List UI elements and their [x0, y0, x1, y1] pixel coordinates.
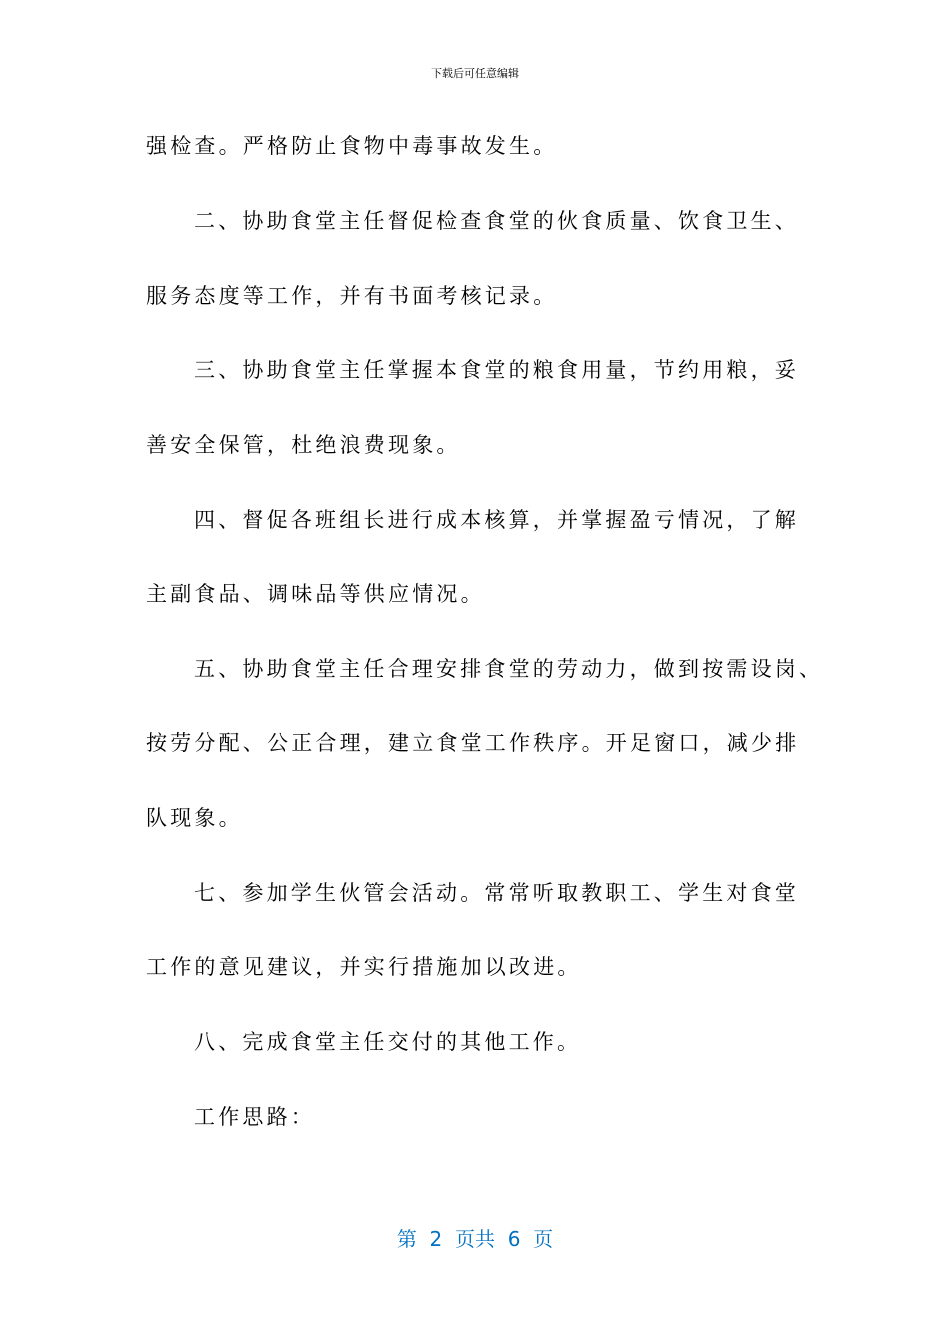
paragraph-line: 四、督促各班组长进行成本核算，并掌握盈亏情况，了解 — [194, 508, 799, 532]
paragraph-line: 八、完成食堂主任交付的其他工作。 — [194, 1030, 582, 1054]
paragraph-line: 七、参加学生伙管会活动。常常听取教职工、学生对食堂 — [194, 881, 799, 905]
paragraph-line: 善安全保管，杜绝浪费现象。 — [146, 433, 461, 457]
paragraph-line: 按劳分配、公正合理，建立食堂工作秩序。开足窗口，减少排 — [146, 731, 800, 755]
paragraph-line: 工作的意见建议，并实行措施加以改进。 — [146, 955, 582, 979]
page-header: 下载后可任意编辑 — [431, 67, 519, 80]
paragraph-line: 二、协助食堂主任督促检查食堂的伙食质量、饮食卫生、 — [194, 209, 799, 233]
paragraph-line: 三、协助食堂主任掌握本食堂的粮食用量，节约用粮，妥 — [194, 358, 799, 382]
paragraph-line: 队现象。 — [146, 806, 243, 830]
paragraph-line: 五、协助食堂主任合理安排食堂的劳动力，做到按需设岗、 — [194, 657, 824, 681]
paragraph-line: 服务态度等工作，并有书面考核记录。 — [146, 284, 558, 308]
paragraph-line: 工作思路： — [194, 1105, 315, 1129]
paragraph-line: 主副食品、调味品等供应情况。 — [146, 582, 485, 606]
page-number-footer: 第 2 页共 6 页 — [396, 1227, 554, 1251]
paragraph-line: 强检查。严格防止食物中毒事故发生。 — [146, 134, 558, 158]
